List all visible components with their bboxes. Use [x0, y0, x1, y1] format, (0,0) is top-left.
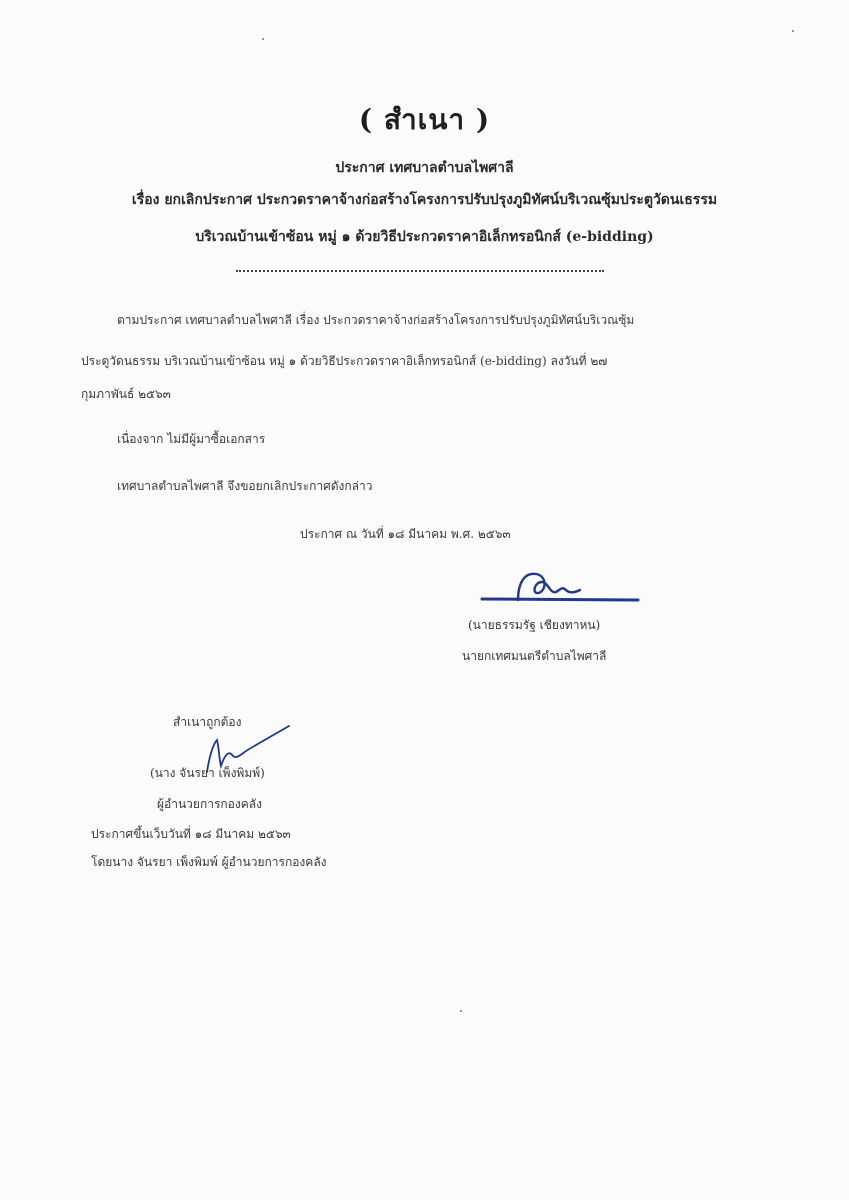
web-posting-date: ประกาศขึ้นเว็บวันที่ ๑๘ มีนาคม ๒๕๖๓	[91, 827, 291, 841]
certifier-name: (นาง จันรยา เพ็งพิมพ์)	[150, 766, 265, 780]
signatory-title: นายกเทศมนตรีตำบลไพศาลี	[462, 649, 607, 663]
scan-speck	[792, 30, 794, 32]
certified-copy-label: สำเนาถูกต้อง	[173, 715, 242, 729]
body-paragraph-3: เทศบาลตำบลไพศาลี จึงขอยกเลิกประกาศดังกล่าว	[117, 479, 373, 493]
body-paragraph-1-line-2: ประตูวัดนธรรม บริเวณบ้านเข้าซ้อน หมู่ ๑ ด้วยวิธีประกวดราคาอิเล็กทรอนิกส์ (e-bidding) ลงวันที่ ๒๗	[81, 354, 608, 368]
mayor-signature	[478, 566, 640, 606]
body-paragraph-1-line-3: กุมภาพันธ์ ๒๕๖๓	[81, 387, 171, 401]
subject-line: เรื่อง ยกเลิกประกาศ ประกวดราคาจ้างก่อสร้างโครงการปรับปรุงภูมิทัศน์บริเวณซุ้มประตูวัดนเธรรม	[131, 192, 718, 208]
scan-speck	[262, 38, 264, 40]
signatory-name: (นายธรรมรัฐ เชียงทาหน)	[468, 618, 601, 632]
scan-speck	[460, 1010, 462, 1012]
dotted-divider	[236, 270, 604, 272]
body-paragraph-2: เนื่องจาก ไม่มีผู้มาซื้อเอกสาร	[117, 432, 266, 446]
subject-line-continued: บริเวณบ้านเข้าซ้อน หมู่ ๑ ด้วยวิธีประกวดราคาอิเล็กทรอนิกส์ (e-bidding)	[195, 229, 654, 245]
copy-stamp: ( สำเนา )	[358, 103, 491, 136]
announcement-heading: ประกาศ เทศบาลตำบลไพศาลี	[335, 160, 514, 176]
announcement-date: ประกาศ ณ วันที่ ๑๘ มีนาคม พ.ศ. ๒๕๖๓	[300, 527, 511, 541]
body-paragraph-1-line-1: ตามประกาศ เทศบาลตำบลไพศาลี เรื่อง ประกวดราคาจ้างก่อสร้างโครงการปรับปรุงภูมิทัศน์บริเวณซุ้ม	[117, 313, 635, 327]
posted-by: โดยนาง จันรยา เพ็งพิมพ์ ผู้อำนวยการกองคลัง	[91, 855, 327, 869]
certifier-title: ผู้อำนวยการกองคลัง	[157, 797, 262, 811]
